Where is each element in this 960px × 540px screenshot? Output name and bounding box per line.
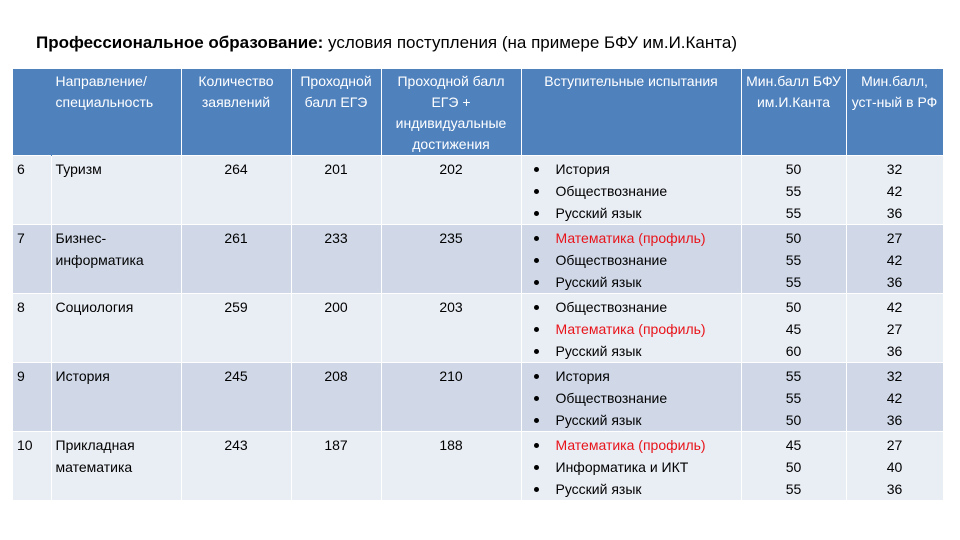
score-stack bbox=[851, 158, 939, 224]
score-value: 36 bbox=[886, 343, 903, 359]
exam-name: Обществознание bbox=[555, 299, 668, 315]
row-number: 7 bbox=[13, 225, 51, 294]
exam-name: Математика (профиль) bbox=[555, 437, 706, 453]
score-value: 42 bbox=[886, 252, 903, 268]
row-exams bbox=[521, 432, 741, 501]
row-number: 9 bbox=[13, 363, 51, 432]
score-value: 55 bbox=[785, 205, 802, 221]
exam-item bbox=[526, 180, 737, 202]
score-value: 36 bbox=[886, 412, 903, 428]
exam-item bbox=[526, 249, 737, 271]
row-min-bfu bbox=[741, 432, 846, 501]
exam-list bbox=[526, 434, 737, 500]
row-number: 6 bbox=[13, 156, 51, 225]
row-pass-score-plus: 188 bbox=[381, 432, 521, 501]
exam-item bbox=[526, 365, 737, 387]
score-value: 27 bbox=[886, 437, 903, 453]
exam-list bbox=[526, 296, 737, 362]
score-value: 50 bbox=[785, 161, 802, 177]
row-exams bbox=[521, 156, 741, 225]
bullet-icon bbox=[534, 396, 539, 401]
exam-item bbox=[526, 456, 737, 478]
header-exams: Вступительные испытания bbox=[521, 69, 741, 156]
table-row bbox=[13, 363, 943, 432]
score-value: 42 bbox=[886, 299, 903, 315]
exam-item bbox=[526, 271, 737, 293]
row-direction: Прикладная математика bbox=[51, 432, 181, 501]
admission-table bbox=[13, 69, 944, 500]
row-pass-score-plus: 202 bbox=[381, 156, 521, 225]
score-value: 60 bbox=[785, 343, 802, 359]
score-value: 42 bbox=[886, 390, 903, 406]
exam-item bbox=[526, 478, 737, 500]
exam-name: Русский язык bbox=[555, 205, 642, 221]
bullet-icon bbox=[534, 236, 539, 241]
bullet-icon bbox=[534, 487, 539, 492]
row-applications: 264 bbox=[181, 156, 291, 225]
score-stack bbox=[851, 296, 939, 362]
exam-item bbox=[526, 434, 737, 456]
row-direction: Туризм bbox=[51, 156, 181, 225]
bullet-icon bbox=[534, 280, 539, 285]
score-stack bbox=[851, 434, 939, 500]
row-number: 10 bbox=[13, 432, 51, 501]
bullet-icon bbox=[534, 443, 539, 448]
bullet-icon bbox=[534, 211, 539, 216]
row-exams bbox=[521, 363, 741, 432]
bullet-icon bbox=[534, 327, 539, 332]
row-exams bbox=[521, 294, 741, 363]
row-pass-score: 201 bbox=[291, 156, 381, 225]
score-stack bbox=[746, 296, 842, 362]
exam-item bbox=[526, 340, 737, 362]
score-value: 42 bbox=[886, 183, 903, 199]
exam-item bbox=[526, 296, 737, 318]
score-value: 50 bbox=[785, 299, 802, 315]
score-value: 50 bbox=[785, 230, 802, 246]
table-row bbox=[13, 225, 943, 294]
score-value: 36 bbox=[886, 274, 903, 290]
exam-name: Обществознание bbox=[555, 252, 668, 268]
header-min-bfu: Мин.балл БФУ им.И.Канта bbox=[741, 69, 846, 156]
exam-item bbox=[526, 158, 737, 180]
row-applications: 261 bbox=[181, 225, 291, 294]
header-applications: Количество заявлений bbox=[181, 69, 291, 156]
exam-name: Русский язык bbox=[555, 481, 642, 497]
row-min-bfu bbox=[741, 156, 846, 225]
score-stack bbox=[851, 227, 939, 293]
row-min-rf bbox=[846, 156, 943, 225]
row-applications: 245 bbox=[181, 363, 291, 432]
row-pass-score: 200 bbox=[291, 294, 381, 363]
exam-name: Математика (профиль) bbox=[555, 321, 706, 337]
row-direction: Социология bbox=[51, 294, 181, 363]
row-min-bfu bbox=[741, 294, 846, 363]
score-value: 27 bbox=[886, 230, 903, 246]
row-min-rf bbox=[846, 294, 943, 363]
score-value: 32 bbox=[886, 161, 903, 177]
score-value: 55 bbox=[785, 252, 802, 268]
bullet-icon bbox=[534, 465, 539, 470]
row-pass-score: 233 bbox=[291, 225, 381, 294]
score-value: 36 bbox=[886, 481, 903, 497]
exam-item bbox=[526, 387, 737, 409]
exam-name: Информатика и ИКТ bbox=[555, 459, 689, 475]
exam-list bbox=[526, 365, 737, 431]
bullet-icon bbox=[534, 305, 539, 310]
exam-name: История bbox=[555, 161, 610, 177]
row-pass-score-plus: 203 bbox=[381, 294, 521, 363]
exam-list bbox=[526, 158, 737, 224]
row-min-rf bbox=[846, 432, 943, 501]
exam-name: История bbox=[555, 368, 610, 384]
exam-name: Русский язык bbox=[555, 412, 642, 428]
row-min-bfu bbox=[741, 363, 846, 432]
row-pass-score-plus: 210 bbox=[381, 363, 521, 432]
row-direction: Бизнес-информатика bbox=[51, 225, 181, 294]
score-value: 55 bbox=[785, 368, 802, 384]
exam-name: Русский язык bbox=[555, 274, 642, 290]
header-min-rf: Мин.балл, уст-ный в РФ bbox=[846, 69, 943, 156]
bullet-icon bbox=[534, 349, 539, 354]
table-row bbox=[13, 432, 943, 501]
header-direction: Направление/специальность bbox=[51, 69, 181, 156]
row-applications: 259 bbox=[181, 294, 291, 363]
bullet-icon bbox=[534, 374, 539, 379]
row-applications: 243 bbox=[181, 432, 291, 501]
score-value: 55 bbox=[785, 274, 802, 290]
table-row bbox=[13, 156, 943, 225]
header-pass-score: Проходной балл ЕГЭ bbox=[291, 69, 381, 156]
score-value: 50 bbox=[785, 459, 802, 475]
score-stack bbox=[746, 434, 842, 500]
exam-list bbox=[526, 227, 737, 293]
score-value: 45 bbox=[785, 437, 802, 453]
score-value: 55 bbox=[785, 390, 802, 406]
page-title-rest: условия поступления (на примере БФУ им.И.Канта) bbox=[323, 33, 737, 52]
bullet-icon bbox=[534, 167, 539, 172]
table-header-row bbox=[13, 69, 943, 156]
bullet-icon bbox=[534, 189, 539, 194]
row-min-rf bbox=[846, 225, 943, 294]
score-value: 36 bbox=[886, 205, 903, 221]
table-row bbox=[13, 294, 943, 363]
exam-name: Обществознание bbox=[555, 390, 668, 406]
score-stack bbox=[746, 158, 842, 224]
page-title bbox=[36, 33, 737, 53]
score-stack bbox=[851, 365, 939, 431]
row-min-bfu bbox=[741, 225, 846, 294]
header-pass-score-plus: Проходной балл ЕГЭ + индивидуальные достижения bbox=[381, 69, 521, 156]
row-exams bbox=[521, 225, 741, 294]
page-title-bold: Профессиональное образование: bbox=[36, 33, 324, 52]
score-value: 32 bbox=[886, 368, 903, 384]
exam-item bbox=[526, 227, 737, 249]
score-value: 40 bbox=[886, 459, 903, 475]
row-direction: История bbox=[51, 363, 181, 432]
exam-item bbox=[526, 318, 737, 340]
row-number: 8 bbox=[13, 294, 51, 363]
exam-name: Русский язык bbox=[555, 343, 642, 359]
row-pass-score: 187 bbox=[291, 432, 381, 501]
score-value: 27 bbox=[886, 321, 903, 337]
score-stack bbox=[746, 227, 842, 293]
row-pass-score-plus: 235 bbox=[381, 225, 521, 294]
bullet-icon bbox=[534, 258, 539, 263]
score-value: 55 bbox=[785, 183, 802, 199]
bullet-icon bbox=[534, 418, 539, 423]
row-min-rf bbox=[846, 363, 943, 432]
exam-name: Обществознание bbox=[555, 183, 668, 199]
row-pass-score: 208 bbox=[291, 363, 381, 432]
header-num bbox=[13, 69, 51, 156]
exam-name: Математика (профиль) bbox=[555, 230, 706, 246]
score-value: 50 bbox=[785, 412, 802, 428]
exam-item bbox=[526, 409, 737, 431]
score-value: 55 bbox=[785, 481, 802, 497]
exam-item bbox=[526, 202, 737, 224]
score-stack bbox=[746, 365, 842, 431]
score-value: 45 bbox=[785, 321, 802, 337]
